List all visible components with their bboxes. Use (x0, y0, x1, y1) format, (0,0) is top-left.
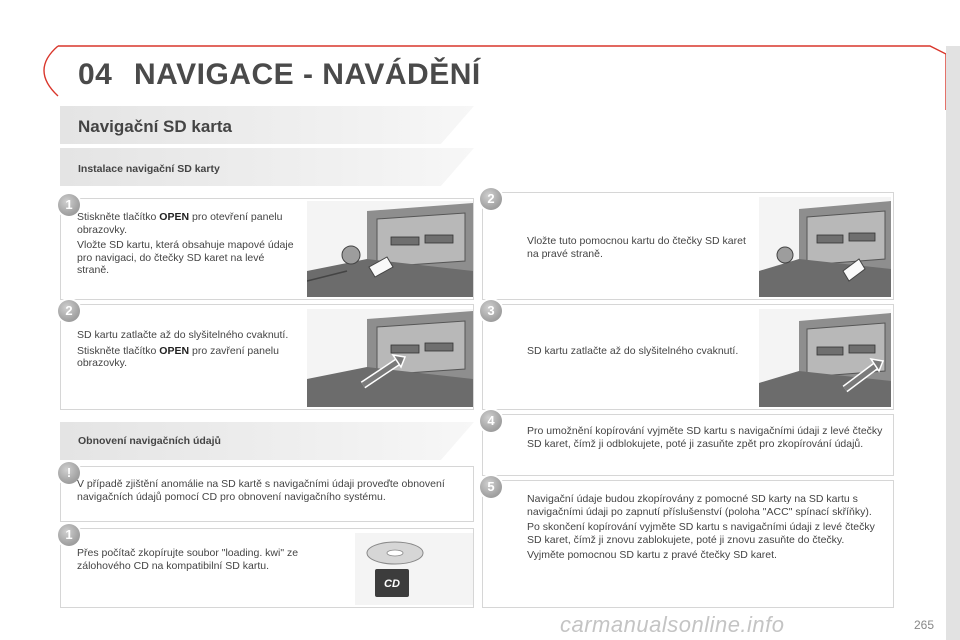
right-step-5-text (527, 493, 883, 565)
step-badge: 5 (480, 476, 502, 498)
right-step-4-text: Pro umožnění kopírování vyjměte SD kartu s navigačními údaji z levé čtečky SD karet, čímž ji odblokujete, poté ji zasuňte zpět pro zkopírování údajů. (527, 425, 883, 450)
right-step-5-para: Po skončení kopírování vyjměte SD kartu s navigačními údaji z levé čtečky SD karet, čímž ji znovu zablokujete, poté ji znovu zasuňte do čtečky. (527, 521, 875, 546)
step-badge: 1 (58, 524, 80, 546)
restore-step-1-panel (60, 528, 474, 608)
sd-push-illustration (307, 309, 473, 407)
step-badge: 2 (480, 188, 502, 210)
right-step-2-text: Vložte tuto pomocnou kartu do čtečky SD karet na pravé straně. (527, 235, 746, 260)
restore-step-1-text: Přes počítač zkopírujte soubor "loading. kwi" ze zálohového CD na kompatibilní SD kartu. (77, 547, 299, 572)
install-step-2-text: SD kartu zatlačte až do slyšitelného cvaknutí. Stiskněte tlačítko OPEN pro zavření panelu obrazovky. (77, 329, 289, 369)
right-step-3-text: SD kartu zatlačte až do slyšitelného cvaknutí. (527, 345, 739, 357)
watermark: carmanualsonline.info (560, 612, 785, 637)
right-step-3-panel (482, 304, 894, 410)
sd-slot-right-illustration (759, 197, 891, 297)
page-number: 265 (913, 618, 934, 632)
install-step-1-text: Stiskněte tlačítko OPEN pro otevření panelu obrazovky. Vložte SD kartu, která obsahuje mapové údaje pro navigaci, do čtečky SD karet na levé straně. (77, 211, 294, 276)
section-title: Navigační SD karta (78, 117, 233, 136)
install-subtitle: Instalace navigační SD karty (78, 163, 220, 175)
step-badge: 1 (58, 194, 80, 216)
right-step-5-para: Vyjměte pomocnou SD kartu z pravé čtečky SD karet. (527, 549, 777, 561)
svg-text:CD: CD (384, 578, 400, 590)
side-strip (946, 46, 960, 640)
install-step-2-panel (60, 304, 474, 410)
step-badge: 4 (480, 410, 502, 432)
cd-disc-illustration (355, 533, 473, 605)
warning-text: V případě zjištění anomálie na SD kartě s navigačními údaji proveďte obnovení navigačních údajů pomocí CD pro obnovení navigačního systému. (77, 478, 445, 503)
warning-panel (60, 466, 474, 522)
sd-slot-illustration (307, 201, 473, 297)
right-step-4-panel (482, 414, 894, 476)
step-badge: 3 (480, 300, 502, 322)
sd-push-right-illustration (759, 309, 891, 407)
right-step-5-panel (482, 480, 894, 608)
page-title: NAVIGACE - NAVÁDĚNÍ (134, 58, 481, 91)
step-badge: 2 (58, 300, 80, 322)
right-step-2-panel (482, 192, 894, 300)
warning-badge: ! (58, 462, 80, 484)
restore-subtitle: Obnovení navigačních údajů (78, 435, 221, 447)
header-decoration (0, 0, 960, 110)
chapter-number: 04 (78, 58, 113, 91)
install-step-1-panel (60, 198, 474, 300)
right-step-5-para: Navigační údaje budou zkopírovány z pomocné SD karty na SD kartu s navigačními údaji po zapnutí příslušenství (poloha "ACC" spínací skříňky). (527, 493, 872, 518)
